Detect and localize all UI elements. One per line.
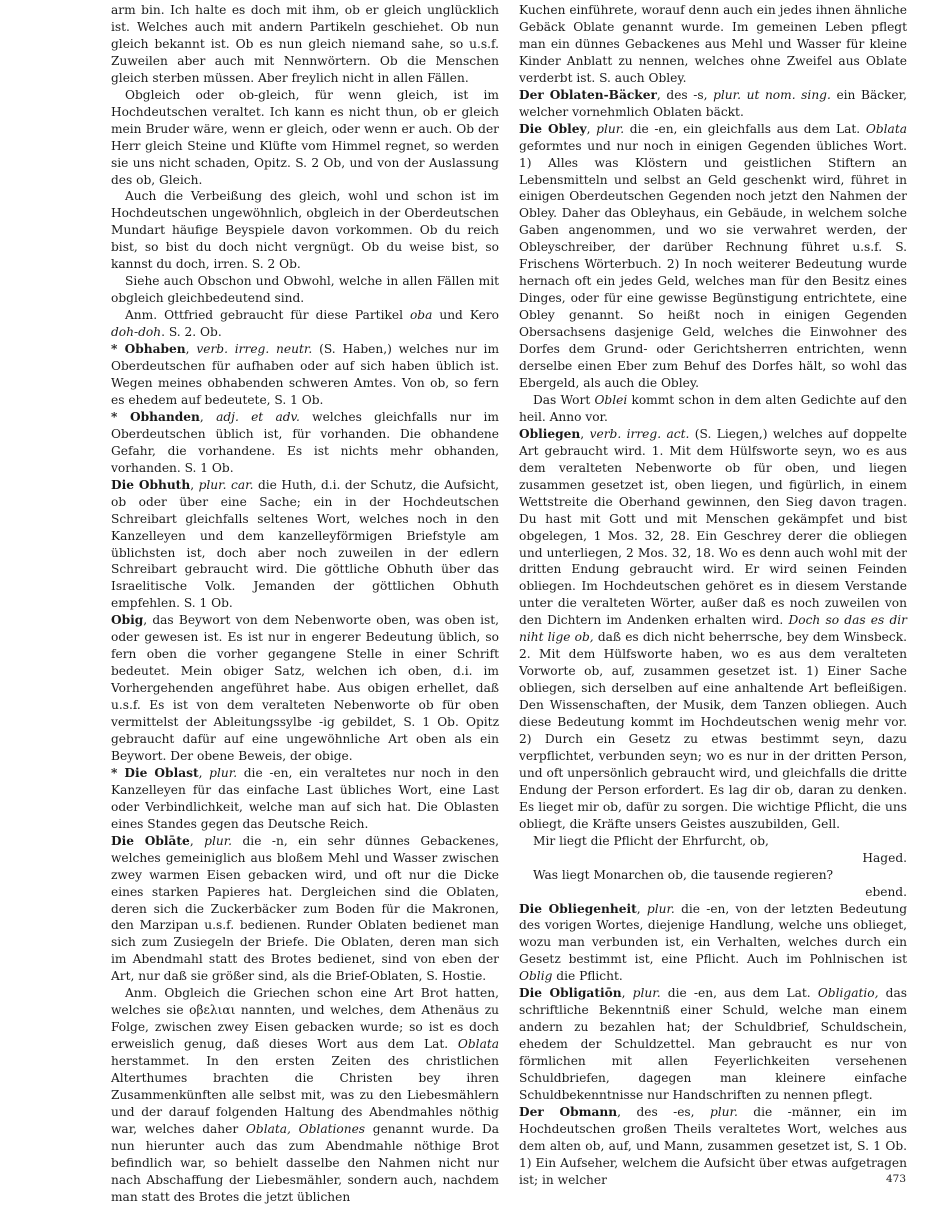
entry-text: kommt schon in dem alten Gedichte auf den heil. Anno vor.	[519, 392, 907, 424]
headword: Obig	[111, 613, 144, 628]
dictionary-paragraph	[111, 985, 499, 1205]
italic-term: Doch so das es dir niht lige ob,	[519, 613, 907, 645]
italic-term: verb. irreg. neutr.	[196, 342, 313, 357]
headword: Die Obhuth	[111, 477, 191, 492]
entry-text: die -männer, ein im Hochdeutschen großen Theils veraltetes Wort, welches aus dem alten ob, auf, und Mann, zusammen gesetzet ist, S. 1 Ob. 1) Ein Aufseher, welchem die Aufsicht über etwas aufgetragen ist; in welcher	[519, 1104, 908, 1187]
entry-text: arm bin. Ich halte es doch mit ihm, ob er gleich unglücklich ist. Welches auch mit andern Partikeln geschiehet. Ob nun gleich bekannt ist. Ob es nun gleich niemand sahe, so u.s.f. Zuweilen aber auch mit Nennwörtern. Ob die Menschen gleich sterben müssen. Aber freylich nicht in allen Fällen.	[111, 3, 499, 85]
dictionary-paragraph	[111, 833, 499, 986]
italic-term: verb. irreg. act.	[589, 426, 690, 441]
dictionary-paragraph	[519, 2, 907, 87]
entry-text: ,	[199, 409, 217, 424]
italic-term: Oblata	[865, 121, 907, 136]
dictionary-paragraph	[111, 188, 499, 273]
entry-text: Siehe auch Obschon und Obwohl, welche in allen Fällen mit obgleich gleichbedeutend sind.	[111, 274, 499, 306]
dictionary-paragraph	[519, 87, 907, 121]
entry-text: ebend.	[865, 884, 907, 899]
italic-term: Oblei	[594, 392, 628, 407]
entry-text: Was liegt Monarchen ob, die tausende regieren?	[533, 867, 834, 882]
entry-text: Haged.	[862, 850, 907, 865]
entry-text: Obgleich oder ob-gleich, für wenn gleich, ist im Hochdeutschen veraltet. Ich kann es nicht thun, ob er gleich mein Bruder wäre, wenn er gleich, oder wenn er auch. Ob der Herr gleich Steine und Klüfte vom Himmel regnet, so werden sie uns nicht schaden, Opitz. S. 2 Ob, und von der Auslassung des ob, Gleich.	[111, 87, 499, 187]
italic-term: plur.	[596, 121, 625, 136]
headword: * Die Oblast	[111, 765, 199, 780]
entry-text: herstammet. In den ersten Zeiten des christlichen Alterthumes brachten die Christen bey ihren Zusammenkünften alle selbst mit, was zu den Liebesmählern und der darauf folgenden Haltung des Abendmahles nöthig war, welches daher	[111, 1054, 499, 1136]
italic-term: oba	[409, 308, 433, 323]
italic-term: Oblata, Oblationes	[245, 1121, 366, 1136]
dictionary-paragraph	[519, 884, 907, 901]
entry-text: ,	[621, 986, 633, 1001]
italic-term: Obligatio,	[817, 986, 879, 1001]
dictionary-paragraph	[111, 477, 499, 613]
entry-text: die Pflicht.	[552, 969, 623, 984]
entry-text: geformtes und nur noch in einigen Gegenden übliches Wort. 1) Alles was Klöstern und geistlichen Stiftern an Lebensmitteln und selbst an Geld geschenkt wird, führet in einigen Oberdeutschen Gegenden noch jetzt den Nahmen der Obley. Daher das Obleyhaus, ein Gebäude, in welchem solche Gaben angenommen, und wo sie verwahret werden, der Obleyschreiber, der darüber Rechnung führet u.s.f. S. Frischens Wörterbuch. 2) In noch weiterer Bedeutung wurde hernach oft ein jedes Geld, welches man für den Besitz eines Dinges, oder für eine gewisse Begünstigung entrichtete, eine Obley genannt. So heißt noch in einigen Gegenden Obersachsens dasjenige Geld, welches die Einwohner des Dorfes dem Grund- oder Gerichtsherren entrichten, wenn derselbe einen Eber zum Behuf des Dorfes hält, so wohl das Ebergeld, als auch die Obley.	[519, 138, 907, 390]
entry-text: und Kero	[432, 308, 499, 323]
dictionary-paragraph	[519, 121, 907, 392]
entry-text: Anm. Ottfried gebraucht für diese Partikel	[125, 308, 410, 323]
italic-term: doh-doh	[111, 325, 162, 340]
entry-text: ,	[198, 765, 210, 780]
entry-text: die -n, ein sehr dünnes Gebackenes, welches gemeiniglich aus bloßem Mehl und Wasser zwischen zwey warmen Eisen gebacken wird, und oft nur die Dicke eines starken Papieres hat. Dergleichen sind die Oblaten, deren sich die Zuckerbäcker zum Boden für die Makronen, den Marzipan u.s.f. bedienen. Runder Oblaten bedienet man sich zum Zusiegeln der Briefe. Die Oblaten, deren man sich im Abendmahl statt des Brotes bedienet, sind von eben der Art, nur daß sie größer sind, als die Brief-Oblaten, S. Hostie.	[111, 833, 500, 984]
entry-text: Kuchen einführete, worauf denn auch ein jedes ihnen ähnliche Gebäck Oblate genannt wurde. Im gemeinen Leben pflegt man ein dünnes Gebackenes aus Mehl und Wasser für kleine Kinder Anblatt zu nennen, welches ohne Zweifel aus Oblate verderbt ist. S. auch Obley.	[519, 3, 907, 85]
entry-text: ein Bäcker, welcher vornehmlich Oblaten bäckt.	[519, 87, 907, 119]
italic-term: plur.	[209, 765, 238, 780]
headword: Der Oblaten-Bäcker	[519, 87, 657, 102]
italic-term: plur. car.	[198, 477, 254, 492]
dictionary-paragraph	[519, 426, 907, 833]
page-number: 473	[886, 1173, 907, 1185]
dictionary-paragraph	[519, 850, 907, 867]
dictionary-paragraph	[111, 612, 499, 765]
entry-text: ,	[636, 901, 647, 916]
entry-text: genannt wurde. Da nun hierunter auch das zum Abendmahle nöthige Brot befindlich war, so behielt dasselbe den Nahmen nicht nur nach Abschaffung der Liebesmähler, sondern auch, nachdem man statt des Brotes die jetzt üblichen	[111, 1121, 499, 1204]
headword: Die Obley	[519, 121, 587, 136]
entry-text: das schriftliche Bekenntniß einer Schuld, welche man einem andern zu bezahlen hat; der Schuldbrief, Schuldschein, ehedem der Schuldzettel. Man gebraucht es nur von förmlichen mit allen Feyerlichkeiten versehenen Schuldbriefen, dagegen man kleinere einfache Schuldbekenntnisse nur Handschriften zu nennen pflegt.	[519, 986, 908, 1102]
entry-text: Das Wort	[533, 392, 595, 407]
entry-text: ,	[190, 477, 199, 492]
entry-text: ,	[189, 833, 205, 848]
entry-text: . S. 2. Ob.	[161, 325, 222, 340]
entry-text: die -en, von der letzten Bedeutung des vorigen Wortes, diejenige Handlung, welche uns oblieget, wozu man verbunden ist, ein Verhalten, welches durch ein Gesetz bestimmt ist, eine Pflicht. Auch im Pohlnischen ist	[519, 901, 908, 967]
entry-text: daß es dich nicht beherrsche, bey dem Winsbeck. 2. Mit dem Hülfsworte haben, wo es aus dem veralteten Vorworte ob, auf, zusammen gesetzet ist. 1) Einer Sache obliegen, sich derselben auf eine anhaltende Art befleißigen. Den Wissenschaften, der Musik, dem Tanzen obliegen. Auch diese Bedeutung kommt im Hochdeutschen wenig mehr vor. 2) Durch ein Gesetz zu etwas bestimmt seyn, dazu verpflichtet, verbunden seyn; wo es nur in der dritten Person, und oft unpersönlich gebraucht wird, und gleichfalls die dritte Endung der Person erfordert. Es lag dir ob, daran zu denken. Es lieget mir ob, dafür zu sorgen. Die wichtige Pflicht, die uns obliegt, die Kräfte unsers Geistes auszubilden, Gell.	[519, 630, 907, 831]
entry-text: die -en, aus dem Lat.	[660, 986, 818, 1001]
dictionary-paragraph	[111, 2, 499, 87]
italic-term: Oblig	[519, 969, 553, 984]
dictionary-paragraph	[111, 409, 499, 477]
dictionary-paragraph	[519, 833, 907, 850]
entry-text: ,	[580, 426, 590, 441]
entry-text: ,	[586, 121, 597, 136]
entry-text: die -en, ein gleichfalls aus dem Lat.	[624, 121, 866, 136]
right-column	[519, 2, 907, 1189]
entry-text: (S. Haben,) welches nur im Oberdeutschen für aufhaben oder auf sich haben üblich ist. Wegen meines obhabenden schweren Amtes. Von ob, so fern es ehedem auf bedeutete, S. 1 Ob.	[111, 342, 500, 407]
entry-text: , das Beywort von dem Nebenworte oben, was oben ist, oder gewesen ist. Es ist nur in engerer Bedeutung üblich, so fern oben die vorher gegangene Stelle in einer Schrift bedeutet. Mein obiger Satz, welchen ich oben, d.i. im Vorhergehenden angeführet habe. Aus obigen erhellet, daß u.s.f. Es ist von dem veralteten Nebenworte ob für oben vermittelst der Ableitungssylbe -ig gebildet, S. 1 Ob. Opitz gebraucht dafür auf eine ungewöhnliche Art oben als ein Beywort. Der obene Beweis, der obige.	[111, 613, 499, 763]
left-column	[111, 2, 499, 1206]
entry-text: , des -s,	[656, 87, 714, 102]
headword: Obliegen	[519, 426, 581, 441]
entry-text: welches gleichfalls nur im Oberdeutschen üblich ist, für vorhanden. Die obhandene Gefahr, die vorhandene. Es ist nichts mehr obhanden, vorhanden. S. 1 Ob.	[111, 409, 499, 475]
entry-text: Anm. Obgleich die Griechen schon eine Art Brot hatten, welches sie οβελιαι nannten, und welches, dem Athenäus zu Folge, zwischen zwey Eisen gebacken wurde; so ist es doch erweislich genug, daß dieses Wort aus dem Lat.	[111, 986, 499, 1052]
dictionary-paragraph	[111, 765, 499, 833]
dictionary-paragraph	[519, 392, 907, 426]
italic-term: plur.	[646, 901, 675, 916]
italic-term: adj. et adv.	[216, 409, 300, 424]
italic-term: plur.	[709, 1104, 738, 1119]
dictionary-paragraph	[519, 985, 907, 1104]
dictionary-paragraph	[111, 273, 499, 307]
dictionary-paragraph	[519, 1104, 907, 1189]
italic-term: Oblata	[457, 1037, 499, 1052]
headword: Die Obligatiōn	[519, 986, 622, 1001]
dictionary-paragraph	[519, 901, 907, 986]
dictionary-paragraph	[111, 341, 499, 409]
entry-text: Mir liegt die Pflicht der Ehrfurcht, ob,	[533, 833, 769, 848]
entry-text: ,	[185, 342, 197, 357]
entry-text: (S. Liegen,) welches auf doppelte Art gebraucht wird. 1. Mit dem Hülfsworte seyn, wo es aus dem veralteten Nebenworte ob für oben, und liegen zusammen gesetzet ist, oben liegen, und figürlich, in einem Wettstreite die Oberhand gewinnen, den Sieg davon tragen. Du hast mit Gott und mit Menschen gekämpfet und bist obgelegen, 1 Mos. 32, 28. Ein Geschrey derer die obliegen und unterliegen, 2 Mos. 32, 18. Wo es denn auch wohl mit der dritten Endung gebraucht wird. Er wird seinen Feinden obliegen. Im Hochdeutschen gehöret es in diesem Verstande unter die veralteten Wörter, außer daß es noch zuweilen von den Dichtern im Andenken erhalten wird.	[519, 426, 908, 628]
dictionary-paragraph	[111, 87, 499, 189]
dictionary-paragraph	[519, 867, 907, 884]
headword: Die Obliegenheit	[519, 901, 637, 916]
entry-text: , des -es,	[617, 1104, 710, 1119]
dictionary-paragraph	[111, 307, 499, 341]
entry-text: Auch die Verbeißung des gleich, wohl und schon ist im Hochdeutschen ungewöhnlich, obgleich in der Oberdeutschen Mundart häufige Beyspiele davon vorkommen. Ob du reich bist, so bist du doch nicht vergnügt. Ob du weise bist, so kannst du doch, irren. S. 2 Ob.	[111, 189, 499, 272]
entry-text: die -en, ein veraltetes nur noch in den Kanzelleyen für das einfache Last übliches Wort, eine Last oder Verbindlichkeit, welche man auf sich hat. Die Oblasten eines Standes gegen das Deutsche Reich.	[111, 765, 500, 831]
headword: * Obhaben	[111, 342, 186, 357]
headword: Die Oblāte	[111, 833, 190, 848]
entry-text: die Huth, d.i. der Schutz, die Aufsicht, ob oder über eine Sache; ein in der Hochdeutschen Schreibart gleichfalls seltenes Wort, welches noch in den Kanzelleyen und dem kanzelleyförmigen Briefstyle am üblichsten ist, doch aber noch zuweilen in der edlern Schreibart gebraucht wird. Die göttliche Obhuth über das Israelitische Volk. Jemanden der göttlichen Obhuth empfehlen. S. 1 Ob.	[111, 477, 500, 611]
italic-term: plur.	[632, 986, 661, 1001]
italic-term: plur.	[204, 833, 233, 848]
headword: Der Obmann	[519, 1104, 618, 1119]
italic-term: plur. ut nom. sing.	[713, 87, 831, 102]
headword: * Obhanden	[111, 409, 200, 424]
